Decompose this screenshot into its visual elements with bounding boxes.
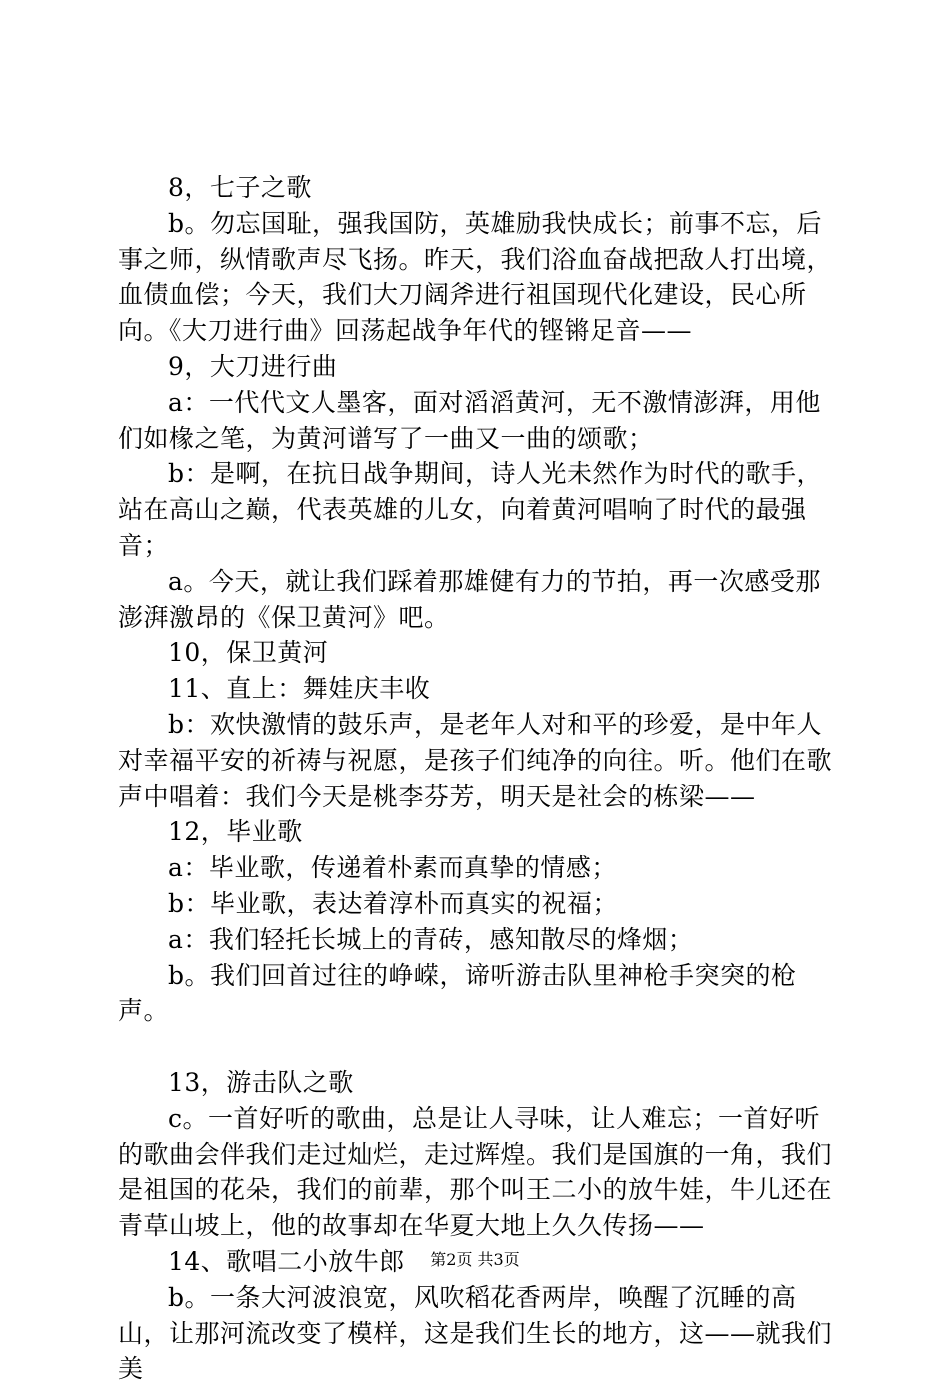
heading-10: 10，保卫黄河 — [168, 638, 329, 668]
paragraph: a。今天，就让我们踩着那雄健有力的节拍，再一次感受那澎湃激昂的《保卫黄河》吧。 — [118, 566, 821, 632]
paragraph: b。一条大河波浪宽，风吹稻花香两岸，唤醒了沉睡的高山，让那河流改变了模样，这是我们生长的地方，这——就我们美 — [118, 1282, 833, 1384]
page-footer: 第2页 共3页 — [430, 1250, 520, 1269]
blank-line — [118, 1029, 838, 1065]
heading-12: 12，毕业歌 — [168, 817, 303, 847]
heading-9: 9，大刀进行曲 — [168, 351, 338, 381]
document-body — [118, 170, 838, 1387]
paragraph: b。我们回首过往的峥嵘，谛听游击队里神枪手突突的枪声。 — [118, 960, 797, 1026]
paragraph: b：欢快激情的鼓乐声，是老年人对和平的珍爱，是中年人对幸福平安的祈祷与祝愿，是孩子们纯净的向往。听。他们在歌声中唱着：我们今天是桃李芬芳，明天是社会的栋梁—— — [118, 709, 833, 811]
paragraph: b。勿忘国耻，强我国防，英雄励我快成长；前事不忘，后事之师，纵情歌声尽飞扬。昨天，我们浴血奋战把敌人打出境，血债血偿；今天，我们大刀阔斧进行祖国现代化建设，民心所向。《大刀进行曲》回荡起战争年代的铿锵足音—— — [118, 208, 833, 346]
heading-13: 13，游击队之歌 — [168, 1067, 354, 1097]
heading-8: 8，七子之歌 — [168, 173, 312, 202]
paragraph: b：是啊，在抗日战争期间，诗人光未然作为时代的歌手，站在高山之巅，代表英雄的儿女，向着黄河唱响了时代的最强音； — [118, 459, 823, 560]
paragraph: c。一首好听的歌曲，总是让人寻味，让人难忘；一首好听的歌曲会伴我们走过灿烂，走过辉煌。我们是国旗的一角，我们是祖国的花朵，我们的前辈，那个叫王二小的放牛娃，牛儿还在青草山坡上，他的故事却在华夏大地上久久传扬—— — [118, 1103, 833, 1241]
paragraph: a：我们轻托长城上的青砖，感知散尽的烽烟； — [168, 924, 694, 954]
heading-11: 11、直上：舞娃庆丰收 — [168, 674, 431, 704]
paragraph: a：毕业歌，传递着朴素而真挚的情感； — [168, 853, 617, 883]
paragraph: b：毕业歌，表达着淳朴而真实的祝福； — [168, 888, 619, 918]
heading-14: 14、歌唱二小放牛郎 — [168, 1246, 405, 1276]
paragraph: a：一代代文人墨客，面对滔滔黄河，无不激情澎湃，用他们如椽之笔，为黄河谱写了一曲又一曲的颂歌； — [118, 387, 821, 453]
